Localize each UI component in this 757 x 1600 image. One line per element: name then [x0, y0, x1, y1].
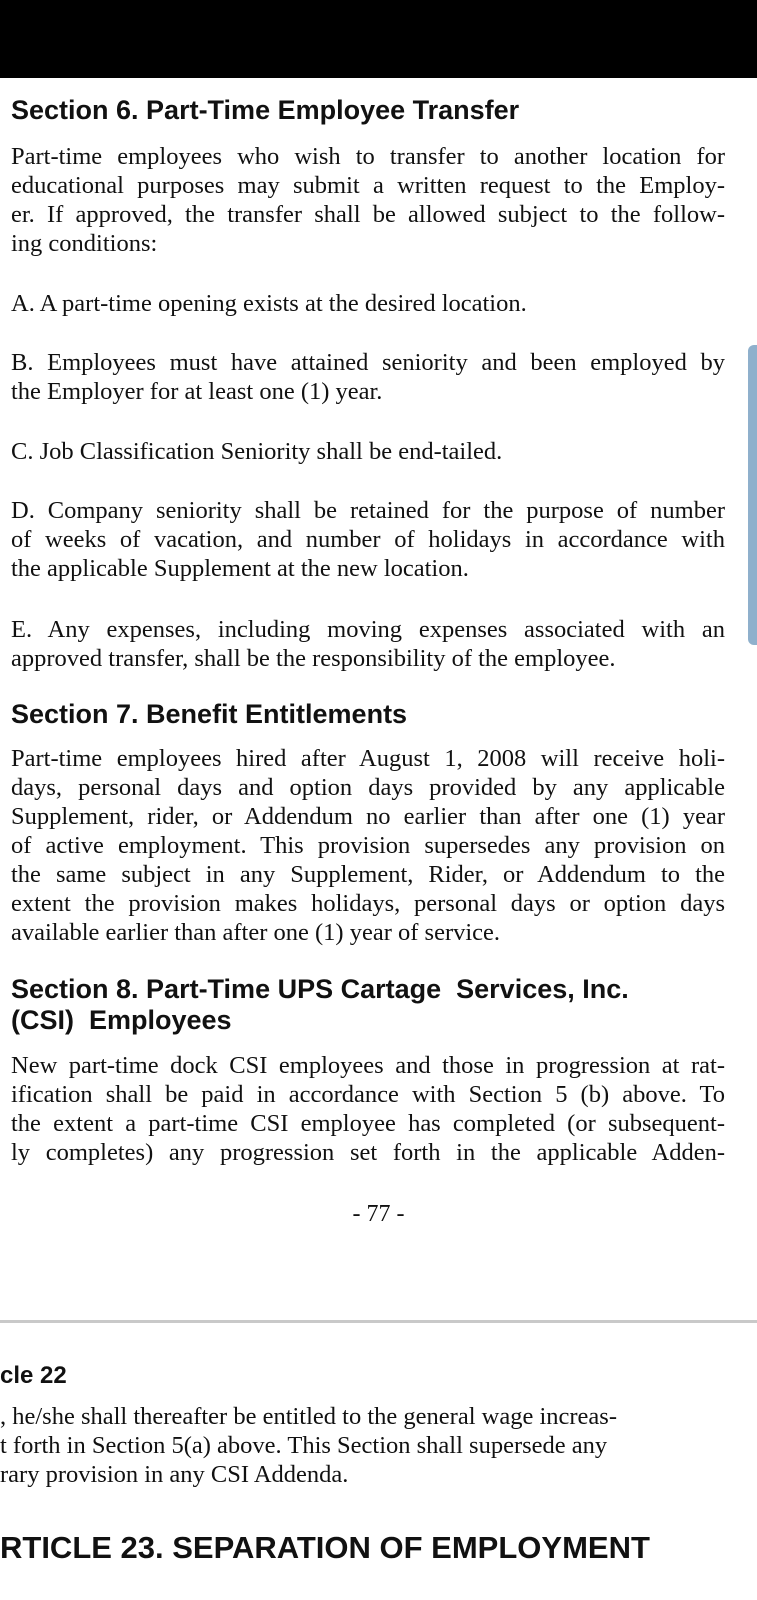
status-bar [0, 0, 757, 78]
condition-b-line: the Employer for at least one (1) year. [11, 378, 383, 405]
condition-c: C. Job Classification Seniority shall be end-tailed. [11, 438, 503, 465]
condition-e-line: approved transfer, shall be the responsibility of the employee. [11, 645, 616, 672]
next-page-text-line: , he/she shall thereafter be entitled to the general wage increas- [0, 1403, 617, 1430]
next-page-text-line: rary provision in any CSI Addenda. [0, 1461, 349, 1488]
condition-a: A. A part-time opening exists at the desired location. [11, 290, 527, 317]
condition-b-line: B. Employees must have attained seniority and been employed by [11, 349, 725, 376]
condition-d-line: the applicable Supplement at the new location. [11, 555, 469, 582]
condition-d-line: of weeks of vacation, and number of holidays in accordance with [11, 526, 725, 553]
next-page-text-line: t forth in Section 5(a) above. This Section shall supersede any [0, 1432, 608, 1459]
section-7-text-line: the same subject in any Supplement, Rider, or Addendum to the [11, 861, 725, 888]
next-page-article-header: cle 22 [0, 1362, 67, 1389]
section-7-text-line: Supplement, rider, or Addendum no earlier than after one (1) year [11, 803, 725, 830]
page-divider [0, 1320, 757, 1323]
section-7-text-line: available earlier than after one (1) year of service. [11, 919, 501, 946]
section-6-text-line: educational purposes may submit a written request to the Employ- [11, 172, 725, 199]
section-6-heading: Section 6. Part-Time Employee Transfer [11, 95, 520, 125]
section-8-text-line: ification shall be paid in accordance with Section 5 (b) above. To [11, 1081, 725, 1108]
section-7-text-line: days, personal days and option days provided by any applicable [11, 774, 725, 801]
section-6-text-line: Part-time employees who wish to transfer to another location for [11, 143, 725, 170]
section-8-heading-cont: (CSI) Employees [11, 1005, 232, 1035]
condition-d-line: D. Company seniority shall be retained for the purpose of number [11, 497, 725, 524]
section-7-text-line: extent the provision makes holidays, personal days or option days [11, 890, 725, 917]
section-8-text-line: the extent a part-time CSI employee has completed (or subsequent- [11, 1110, 725, 1137]
section-7-heading: Section 7. Benefit Entitlements [11, 699, 408, 729]
section-8-text-line: ly completes) any progression set forth in the applicable Adden- [11, 1139, 725, 1166]
section-6-text-line: er. If approved, the transfer shall be allowed subject to the follow- [11, 201, 725, 228]
section-8-text-line: New part-time dock CSI employees and those in progression at rat- [11, 1052, 725, 1079]
section-8-heading: Section 8. Part-Time UPS Cartage Services, Inc. [11, 974, 629, 1004]
page-number: - 77 - [352, 1201, 405, 1227]
next-page-article-title: RTICLE 23. SEPARATION OF EMPLOYMENT [0, 1530, 650, 1565]
section-6-text-line: ing conditions: [11, 230, 158, 257]
section-7-text-line: of active employment. This provision supersedes any provision on [11, 832, 725, 859]
condition-e-line: E. Any expenses, including moving expenses associated with an [11, 616, 725, 643]
scroll-handle[interactable] [748, 345, 757, 645]
section-7-text-line: Part-time employees hired after August 1, 2008 will receive holi- [11, 745, 725, 772]
